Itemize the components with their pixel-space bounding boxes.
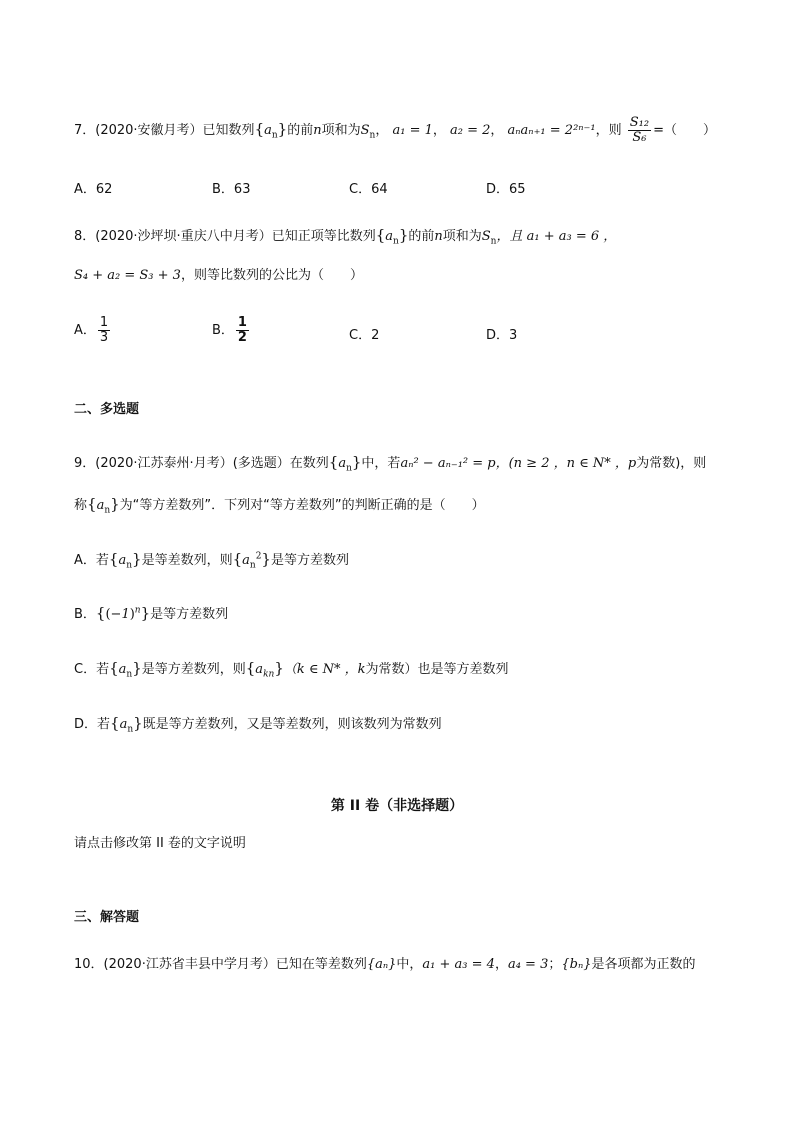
q9-option-c-seq-kn: $a_{kn}$ xyxy=(255,662,275,680)
q10-prefix: 10．(2020·江苏省丰县中学月考）已知在等差数列 xyxy=(74,957,367,972)
q9-option-c-seq: $a_n$ xyxy=(118,662,133,680)
right-brace: } xyxy=(132,550,142,568)
q9-option-a[interactable] xyxy=(74,549,349,571)
right-brace: } xyxy=(277,120,288,138)
question-8-stem-line1 xyxy=(74,225,616,247)
q8-text-mid: 的前 xyxy=(408,229,435,244)
q7-sum: $S_n$ xyxy=(360,123,376,141)
q8-sum: $S_n$ xyxy=(481,229,497,247)
question-9-stem-line1 xyxy=(74,452,706,474)
q9-text-mid: 中，若 xyxy=(361,456,401,471)
q7-tail: =（ ） xyxy=(653,123,717,138)
question-9-stem-line2 xyxy=(74,494,485,516)
section-multiple-choice-heading: 二、多选题 xyxy=(74,402,140,417)
q10-tail: 是各项都为正数的 xyxy=(591,957,696,972)
q7-prefix: 7．(2020·安徽月考）已知数列 xyxy=(74,123,255,138)
right-brace: } xyxy=(133,714,143,732)
q9-option-d-tail: 既是等方差数列，又是等差数列，则该数列为常数列 xyxy=(142,717,442,732)
q8-option-d[interactable]: D．3 xyxy=(486,328,518,343)
left-brace: { xyxy=(245,659,256,677)
q9-option-c-k: k xyxy=(357,662,366,677)
q9-option-a-seq-sq: $a_n^2$ xyxy=(242,551,262,571)
q9-option-a-mid: 是等差数列，则 xyxy=(141,553,233,568)
q8-seq: $a_n$ xyxy=(385,229,399,247)
q9-option-d-prefix: D．若 xyxy=(74,717,111,732)
q9-option-b-prefix: B． xyxy=(74,607,96,622)
part-2-note[interactable]: 请点击修改第 II 卷的文字说明 xyxy=(74,836,246,851)
q8-option-a[interactable]: A． $\frac{1}{3}$ xyxy=(74,315,109,345)
right-brace: } xyxy=(140,604,151,622)
q9-option-a-prefix: A．若 xyxy=(74,553,109,568)
right-brace: } xyxy=(398,226,409,244)
q8-condition-2: S₄ + a₂ = S₃ + 3 xyxy=(74,268,181,283)
q9-option-b-tail: 是等方差数列 xyxy=(150,607,229,622)
right-brace: } xyxy=(110,495,120,513)
q7-text-mid2: 项和为 xyxy=(321,123,361,138)
left-brace: { xyxy=(109,659,119,677)
left-brace: { xyxy=(232,550,243,568)
q8-prefix: 8．(2020·沙坪坝·重庆八中月考）已知正项等比数列 xyxy=(74,229,376,244)
q7-condition-3: aₙaₙ₊₁ = 2²ⁿ⁻¹ xyxy=(507,123,596,138)
section-solution-heading: 三、解答题 xyxy=(74,910,140,925)
left-brace: { xyxy=(110,714,120,732)
q10-condition-2: a₄ = 3 xyxy=(507,957,549,972)
q7-n: n xyxy=(313,123,322,138)
q7-text-mid1: 的前 xyxy=(287,123,314,138)
q8-option-b[interactable]: B． $\frac{1}{2}$ xyxy=(212,315,247,345)
q8-n: n xyxy=(434,229,443,244)
q9-prefix: 9．(2020·江苏泰州·月考）(多选题）在数列 xyxy=(74,456,329,471)
part-2-title: 第 II 卷（非选择题） xyxy=(330,798,464,814)
q10-condition-1: a₁ + a₃ = 4 xyxy=(422,957,495,972)
q7-option-a[interactable]: A．62 xyxy=(74,182,113,197)
q9-option-d-seq: $a_n$ xyxy=(119,717,134,735)
right-brace: } xyxy=(274,659,284,677)
q9-option-c[interactable] xyxy=(74,658,509,680)
q7-ask: ，则 xyxy=(595,123,622,138)
q7-option-d[interactable]: D．65 xyxy=(486,182,526,197)
q8-options xyxy=(74,316,734,352)
q8-tail: ，则等比数列的公比为（ ） xyxy=(180,268,363,283)
q9-equation: aₙ² − aₙ₋₁² = p xyxy=(400,456,496,471)
left-brace: { xyxy=(254,120,265,138)
q7-condition-2: a₂ = 2 xyxy=(450,123,491,138)
q9-option-a-tail: 是等方差数列 xyxy=(270,553,349,568)
q9-option-a-seq: $a_n$ xyxy=(118,553,133,571)
q8-condition-1: ，且 a₁ + a₃ = 6 ， xyxy=(496,229,617,244)
question-10-stem xyxy=(74,955,696,975)
q9-option-c-cond: （k ∈ N* ， xyxy=(283,662,358,677)
q9-seq-2: $a_n$ xyxy=(96,498,111,516)
q9-p: p xyxy=(627,456,637,471)
q9-option-c-mid: 是等方差数列，则 xyxy=(141,662,246,677)
left-brace: { xyxy=(375,226,386,244)
q10-semicolon: ； xyxy=(548,957,562,972)
left-brace: { xyxy=(328,453,339,471)
q9-condition: ，(n ≥ 2 ，n ∈ N* ， xyxy=(495,456,628,471)
q7-options xyxy=(74,178,734,200)
q7-option-b[interactable]: B．63 xyxy=(212,182,251,197)
q8-option-a-fraction: $\frac{1}{3}$ xyxy=(99,315,109,345)
left-brace: { xyxy=(87,495,97,513)
q10-seq-b: {bₙ} xyxy=(561,957,592,972)
q7-fraction: $\frac{\text{S₁₂}}{\text{S₆}}$ xyxy=(629,115,650,145)
q9-option-c-tail: 为常数）也是等方差数列 xyxy=(365,662,509,677)
q9-line2-tail: 为“等方差数列”．下列对“等方差数列”的判断正确的是（ ） xyxy=(119,498,485,513)
q8-text-mid2: 项和为 xyxy=(442,229,482,244)
q9-line2-prefix: 称 xyxy=(74,498,88,513)
q9-option-b-seq: $(-1)^n$ xyxy=(105,605,141,622)
q9-tail: 为常数)，则 xyxy=(636,456,707,471)
left-brace: { xyxy=(95,604,106,622)
q8-option-b-fraction: $\frac{1}{2}$ xyxy=(237,315,247,345)
right-brace: } xyxy=(351,453,362,471)
q9-option-c-prefix: C．若 xyxy=(74,662,110,677)
right-brace: } xyxy=(261,550,271,568)
q9-option-d[interactable] xyxy=(74,713,442,735)
left-brace: { xyxy=(108,550,119,568)
q7-option-c[interactable]: C．64 xyxy=(349,182,388,197)
q7-seq: $a_n$ xyxy=(264,123,278,141)
q10-seq-a: {aₙ} xyxy=(366,957,397,972)
right-brace: } xyxy=(132,659,142,677)
q7-condition-1: a₁ = 1 xyxy=(392,123,433,138)
question-7-stem: 7．(2020·安徽月考）已知数列$\{a_n\}$的前n项和为$S_n$， a₁ = 1， a₂ = 2， aₙaₙ₊₁ = 2²ⁿ⁻¹，则 $\frac{\text{S₁₂}}{\text{S₆}}$ =（ ） xyxy=(74,115,717,145)
q8-option-c[interactable]: C．2 xyxy=(349,328,380,343)
q10-mid: 中， xyxy=(396,957,423,972)
q9-seq: $a_n$ xyxy=(338,456,352,474)
q10-separator: ， xyxy=(494,957,508,972)
q9-option-b[interactable] xyxy=(74,603,228,625)
question-8-stem-line2 xyxy=(74,266,363,286)
